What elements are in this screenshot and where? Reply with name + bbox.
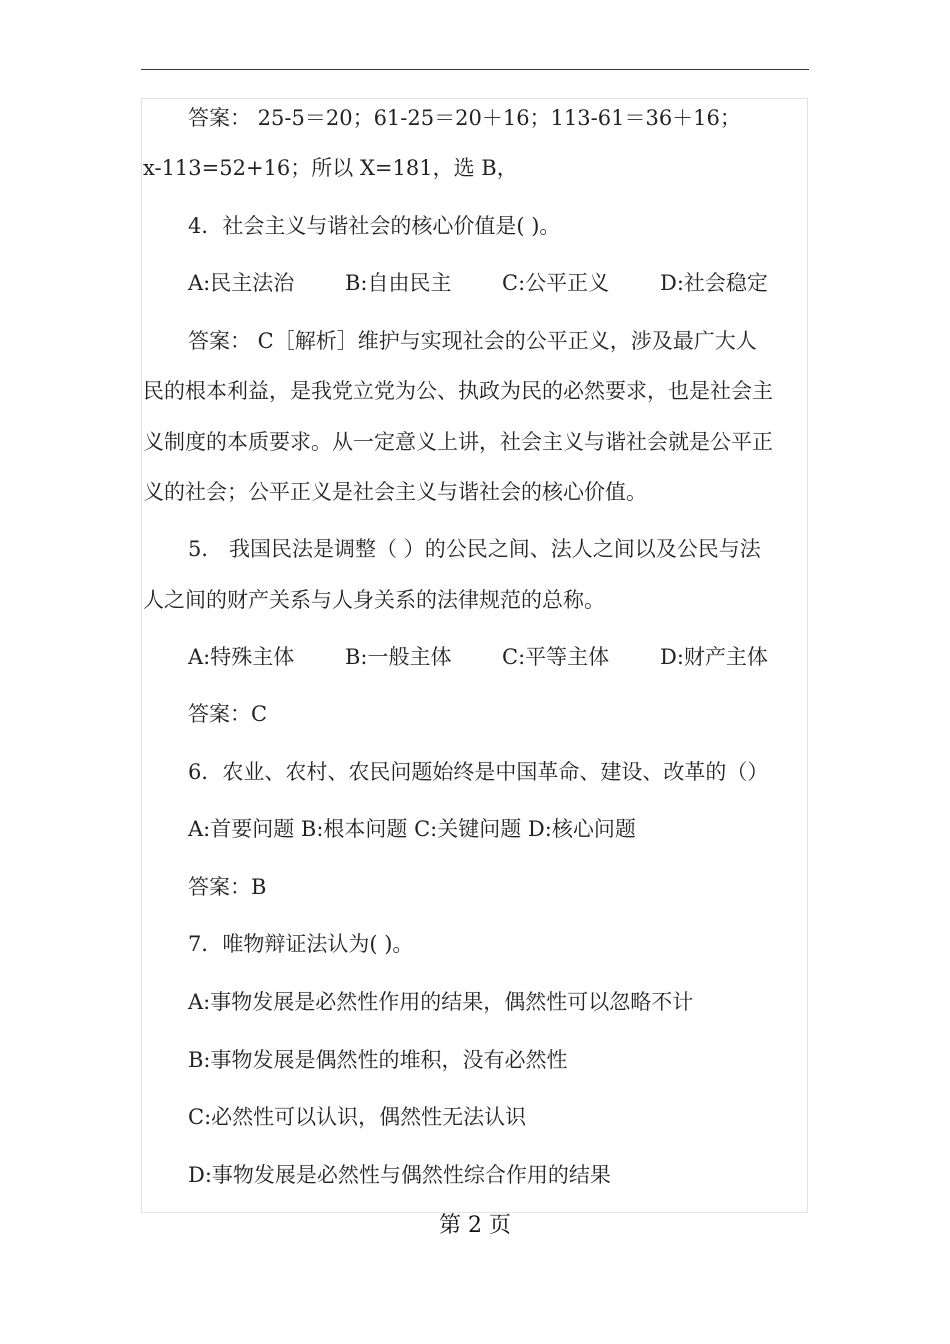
page-number: 第 2 页: [439, 1213, 511, 1238]
answer-4-line-2: 民的根本利益，是我党立党为公、执政为民的必然要求，也是社会主: [143, 379, 773, 403]
question-4: 4．社会主义与谐社会的核心价值是( )。: [188, 214, 561, 238]
q7-option-b: B:事物发展是偶然性的堆积，没有必然性: [188, 1048, 568, 1072]
q5-option-a: A:特殊主体: [188, 645, 295, 669]
q4-option-c: C:公平正义: [502, 271, 610, 295]
q7-option-d: D:事物发展是必然性与偶然性综合作用的结果: [188, 1163, 611, 1187]
q4-option-a: A:民主法治: [188, 271, 295, 295]
q5-option-b: B:一般主体: [345, 645, 452, 669]
answer-4-line-3: 义制度的本质要求。从一定意义上讲，社会主义与谐社会就是公平正: [143, 430, 773, 454]
q4-option-d: D:社会稳定: [660, 271, 768, 295]
question-6: 6．农业、农村、农民问题始终是中国革命、建设、改革的（）: [188, 760, 769, 784]
answer-3-line-2: x-113=52+16；所以 X=181，选 B，: [143, 156, 518, 180]
q7-option-a: A:事物发展是必然性作用的结果，偶然性可以忽略不计: [188, 990, 694, 1014]
q5-option-d: D:财产主体: [660, 645, 768, 669]
header-rule: [141, 69, 809, 70]
q5-option-c: C:平等主体: [502, 645, 610, 669]
question-5-line-1: 5． 我国民法是调整（ ）的公民之间、法人之间以及公民与法: [188, 537, 761, 561]
answer-6: 答案：B: [188, 875, 267, 899]
answer-3-line-1: 答案： 25-5＝20；61-25＝20＋16；113-61＝36＋16；: [188, 106, 741, 130]
question-6-options: A:首要问题 B:根本问题 C:关键问题 D:核心问题: [188, 817, 636, 841]
answer-5: 答案：C: [188, 702, 268, 726]
question-7: 7．唯物辩证法认为( )。: [188, 932, 414, 956]
question-5-line-2: 人之间的财产关系与人身关系的法律规范的总称。: [143, 588, 605, 612]
q7-option-c: C:必然性可以认识，偶然性无法认识: [188, 1105, 527, 1129]
answer-4-line-4: 义的社会；公平正义是社会主义与谐社会的核心价值。: [143, 480, 647, 504]
q4-option-b: B:自由民主: [345, 271, 452, 295]
answer-4-line-1: 答案： C［解析］维护与实现社会的公平正义，涉及最广大人: [188, 329, 757, 353]
